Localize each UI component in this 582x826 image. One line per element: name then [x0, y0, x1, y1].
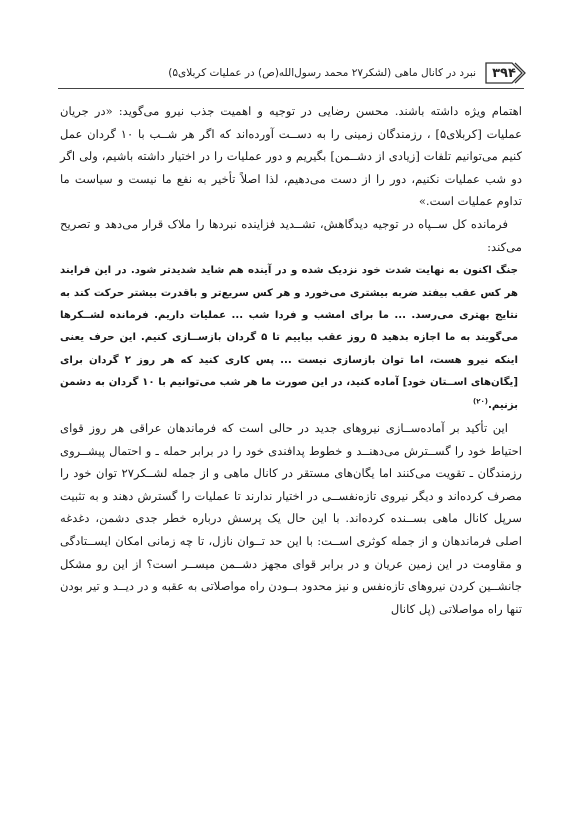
page-number: ۳۹۴ — [492, 65, 516, 81]
header-divider — [58, 88, 524, 89]
block-quote — [60, 260, 522, 417]
block-quote-text: جنگ اکنون به نهایت شدت خود نزدیک شده و در آینده هم شاید شدیدتر شود. در این فرایند هر کس عقب بیفتد ضربه بیشتری می‌خورد و هر کس سریع‌تر و باقدرت بیشتر حرکت کند به نتایج بهتری می‌رسد. ... ما برای امشب و فردا شب ... عملیات داریم. فرمانده لشــکرها می‌گویند به ما اجازه بدهید ۵ روز عقب بیاییم تا ۵ گردان بازســازی کنیم. این حرف یعنی اینکه نیرو هست، اما توان بازسازی نیست ... پس کاری کنید که هر روز ۲ گردان برای [یگان‌های اســتان خود] آماده کنید، در این صورت ما هر شب می‌توانیم با ۱۰ گردان به دشمن بزنیم. — [60, 265, 519, 411]
paragraph-1: اهتمام ویژه داشته باشند. محسن رضایی در توجیه و اهمیت جذب نیرو می‌گوید: «در جریان عملیات [کربلای۵] ، رزمندگان زمینی را به دســت آورده‌اند که اگر هر شــب با ۱۰ گردان عمل کنیم می‌توانیم تلفات [زیادی از دشــمن] بگیریم و دور عملیات را در اختیار داشته باشیم، ولی اگر دو شب عملیات نکنیم، دور را از دست می‌دهیم، لذا اصلاً تأخیر به نفع ما نیست و سیاست ما تداوم عملیات است.» — [60, 104, 523, 209]
body-text — [60, 100, 522, 620]
footnote-marker: (۲۰) — [473, 397, 488, 406]
paragraph-3: این تأکید بر آماده‌ســازی نیروهای جدید در حالی است که فرماندهان عراقی هر روز قوای احتیاط خود را گســترش می‌دهنــد و خطوط پدافندی خود را در برابر حمله ـ و احتمال پیشــروی رزمندگان ـ تقویت می‌کنند اما یگان‌های مستقر در کانال ماهی و از جمله لشــکر۲۷ توان خود را مصرف کرده‌اند و دیگر نیروی تازه‌نفســی در اختیار ندارند تا عملیات را گسترش دهند و به تثبیت سرپل کانال ماهی بســنده کرده‌اند. با این حال یک پرسش درباره خطر جدی دشمن، دغدغه اصلی فرماندهان و از جمله کوثری اســت: با این حد تــوان نازل، تا چه زمانی امکان ایســتادگی و مقاومت در این زمین عریان و در برابر قوای مجهز دشــمن میســر است؟ از این رو مشکل جانشــین کردن نیروهای تازه‌نفس و نیز محدود بــودن راه مواصلاتی به عقبه و در دیــد و تیر بودن تنها راه مواصلاتی (پل کانال — [60, 421, 522, 616]
running-header — [58, 58, 526, 88]
running-title: نبرد در کانال ماهی (لشکر۲۷ محمد رسول‌الله(ص) در عملیات کربلای۵) — [168, 67, 476, 79]
page-number-badge — [482, 60, 526, 86]
paragraph-2: فرمانده کل ســپاه در توجیه دیدگاهش، تشــدید فزاینده نبردها را ملاک قرار می‌دهد و تصریح می‌کند: — [60, 216, 522, 254]
